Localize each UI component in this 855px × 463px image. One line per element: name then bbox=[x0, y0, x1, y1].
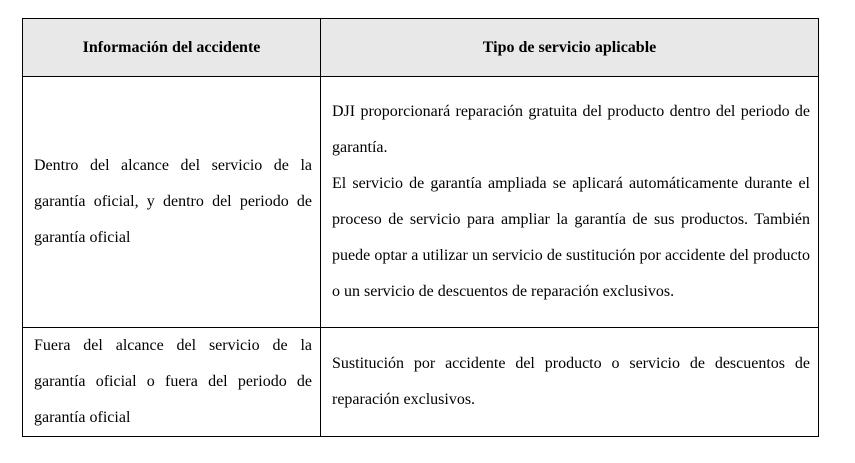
service-table bbox=[22, 18, 819, 437]
service-paragraph: DJI proporcionará reparación gratuita del producto dentro del periodo de garantía. bbox=[332, 103, 810, 156]
accident-info-cell: Dentro del alcance del servicio de la garantía oficial, y dentro del periodo de garantía oficial bbox=[23, 77, 321, 328]
service-paragraph: El servicio de garantía ampliada se aplicará automáticamente durante el proceso de servicio para ampliar la garantía de sus productos. También puede optar a utilizar un servicio de sustitución por accidente del producto o un servicio de descuentos de reparación exclusivos. bbox=[332, 175, 810, 300]
table-row bbox=[23, 328, 819, 437]
service-type-cell bbox=[321, 328, 819, 437]
service-paragraph: Sustitución por accidente del producto o servicio de descuentos de reparación exclusivos. bbox=[332, 355, 810, 408]
header-row bbox=[23, 19, 819, 77]
service-type-cell bbox=[321, 77, 819, 328]
accident-info-cell: Fuera del alcance del servicio de la garantía oficial o fuera del periodo de garantía oficial bbox=[23, 328, 321, 437]
table-row bbox=[23, 77, 819, 328]
header-service-type: Tipo de servicio aplicable bbox=[321, 19, 819, 77]
header-accident-info: Información del accidente bbox=[23, 19, 321, 77]
